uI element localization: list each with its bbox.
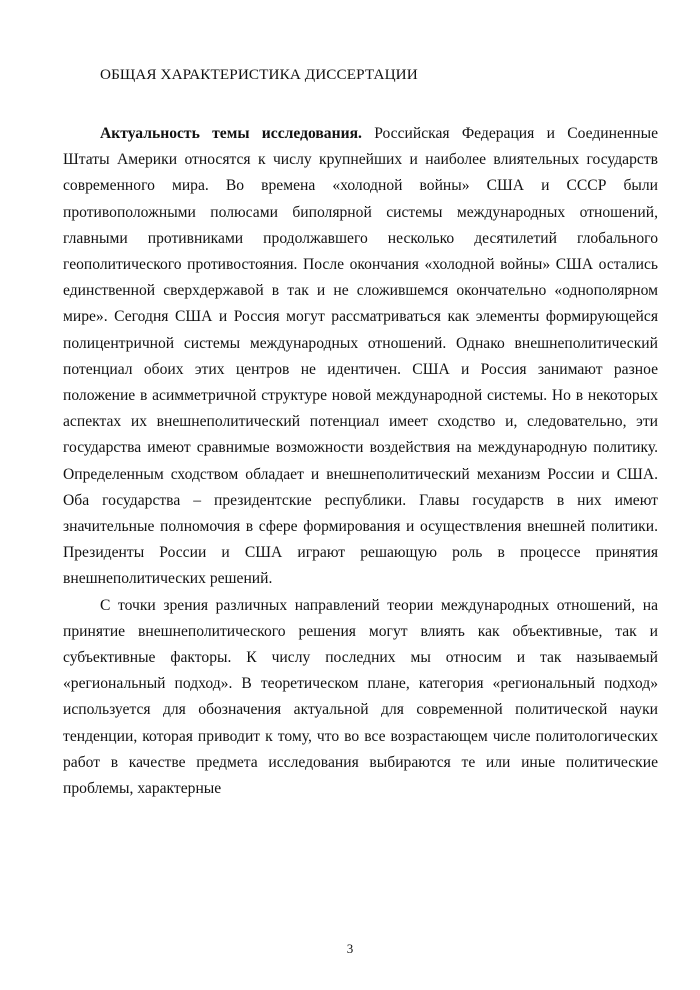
body-text (63, 121, 658, 802)
page-number: 3 (346, 941, 354, 956)
paragraph-1-text: Российская Федерация и Соединенные Штаты Америки относятся к числу крупнейших и наиболее влиятельных государств современного мира. Во времена «холодной войны» США и СССР были противоположными полюсами биполярной системы международных отношений, главными противниками продолжавшего несколько десятилетий глобального геополитического противостояния. После окончания «холодной войны» США остались единственной сверхдержавой в так и не сложившемся окончательно «однополярном мире». Сегодня США и Россия могут рассматриваться как элементы формирующейся полицентричной системы международных отношений. Однако внешнеполитический потенциал обоих этих центров не идентичен. США и Россия занимают разное положение в асимметричной структуре новой международной системы. Но в некоторых аспектах их внешнеполитический потенциал имеет сходство и, следовательно, эти государства имеют сравнимые возможности воздействия на международную политику. Определенным сходством обладает и внешнеполитический механизм России и США. Оба государства – президентские республики. Главы государств в них имеют значительные полномочия в сфере формирования и осуществления внешней политики. Президенты России и США играют решающую роль в процессе принятия внешнеполитических решений. (63, 125, 658, 588)
paragraph-1 (63, 121, 658, 593)
section-heading: ОБЩАЯ ХАРАКТЕРИСТИКА ДИССЕРТАЦИИ (100, 66, 418, 83)
paragraph-lead: Актуальность темы исследования. (100, 125, 362, 142)
paragraph-2 (63, 593, 658, 803)
paragraph-2-text: С точки зрения различных направлений теории международных отношений, на принятие внешнеполитического решения могут влиять как объективные, так и субъективные факторы. К числу последних мы относим и так называемый «региональный подход». В теоретическом плане, категория «региональный подход» используется для обозначения актуальной для современной политической науки тенденции, которая приводит к тому, что во все возрастающем числе политологических работ в качестве предмета исследования выбираются те или иные политические проблемы, характерные (63, 596, 658, 798)
